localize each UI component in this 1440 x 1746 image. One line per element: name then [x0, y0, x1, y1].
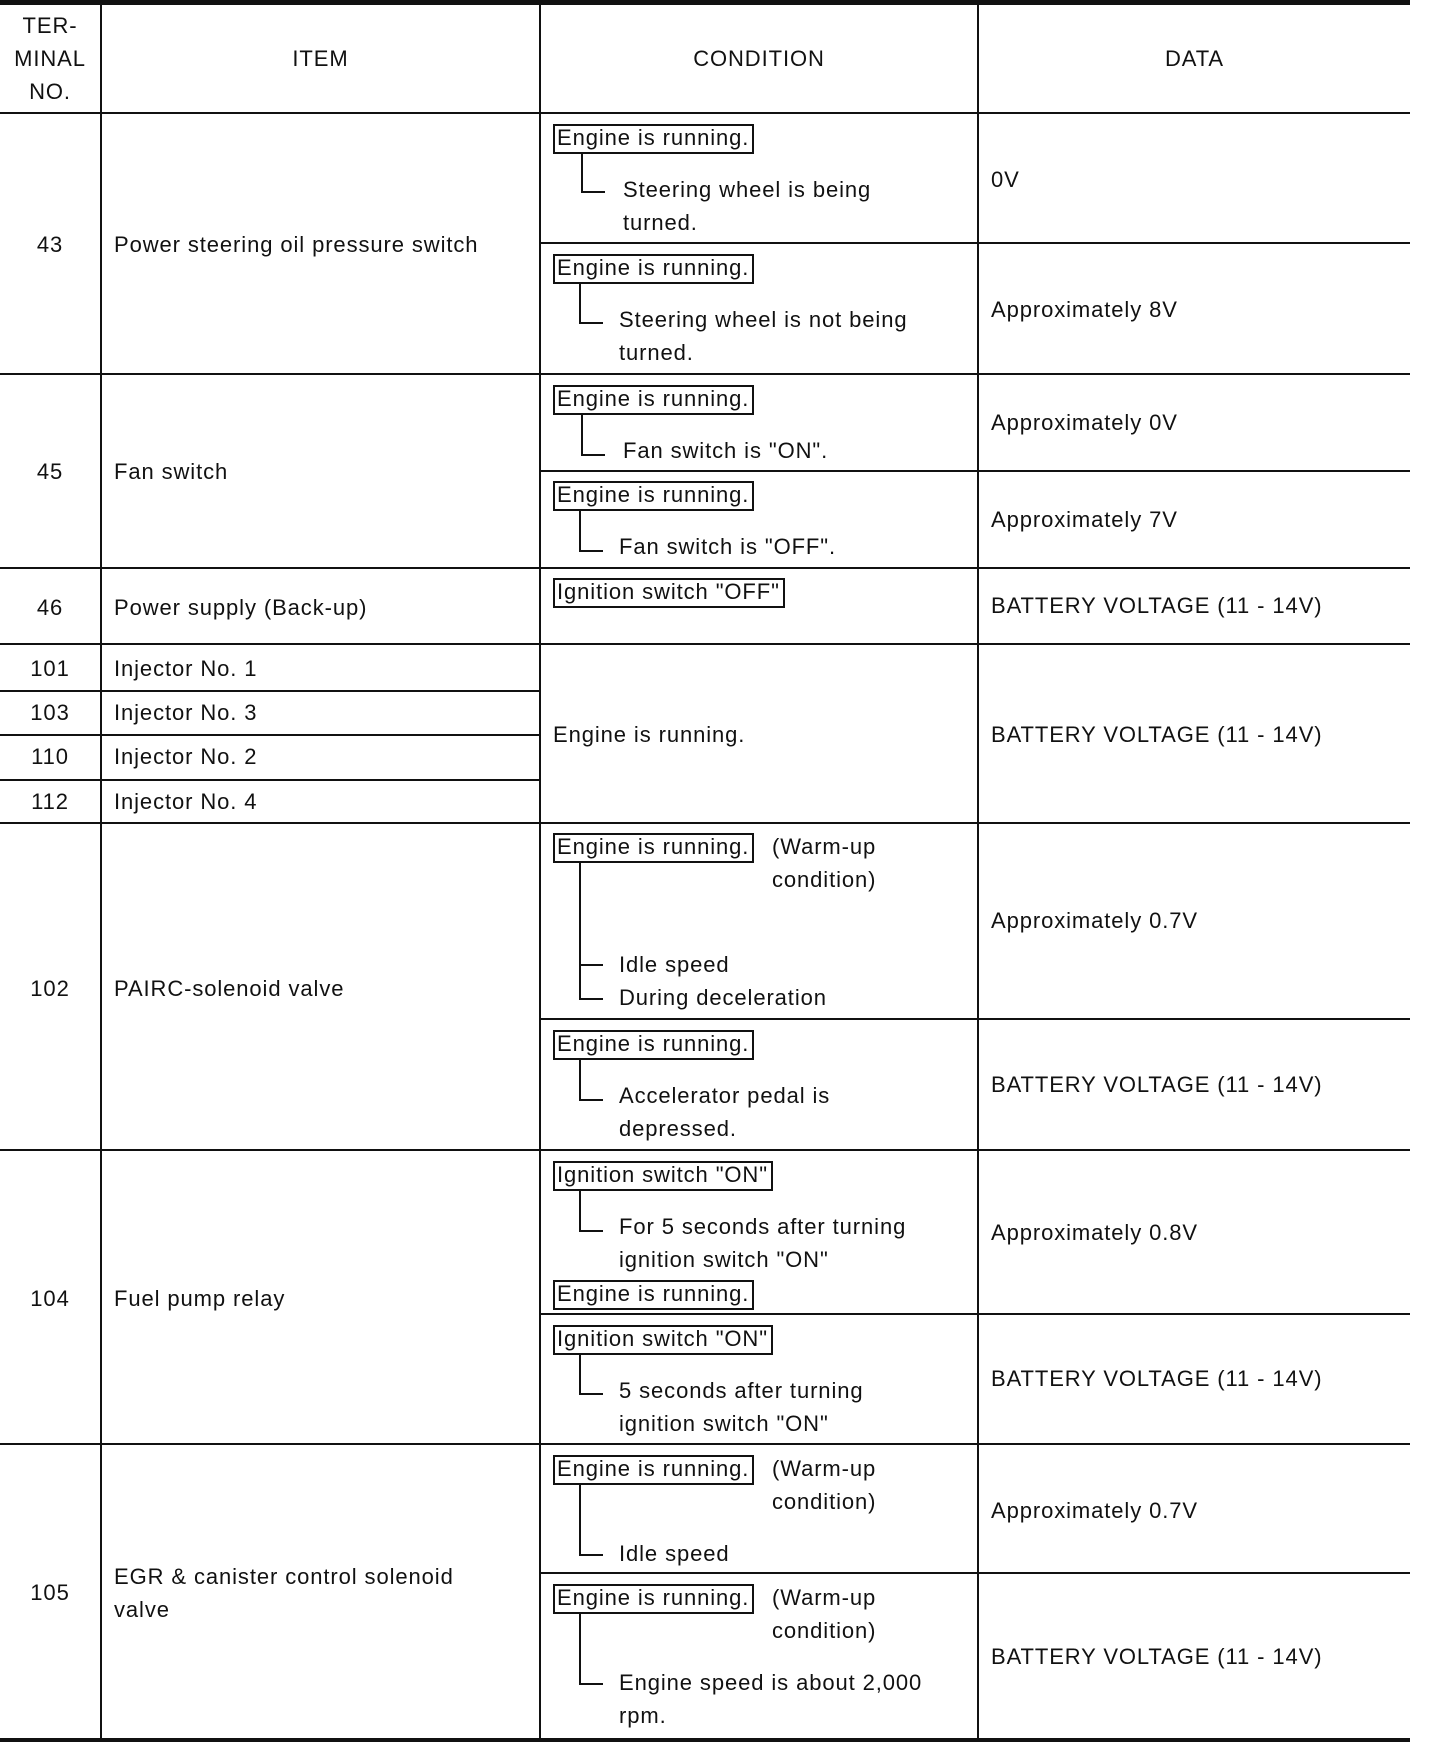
tree-branch — [579, 1230, 603, 1232]
tree-branch — [579, 322, 603, 324]
data-46: BATTERY VOLTAGE (11 - 14V) — [991, 593, 1323, 618]
terminal-103: 103 — [30, 700, 70, 725]
rule-bottom — [0, 1738, 1410, 1742]
condition-box: Engine is running. — [553, 124, 754, 154]
rule-inj-bottom — [0, 822, 1410, 824]
rule-102-mid — [540, 1018, 1410, 1020]
rule-inj-1 — [0, 690, 540, 692]
condition-detail: Engine speed is about 2,000 — [619, 1670, 923, 1695]
header-terminal-line-1: TER- — [22, 13, 78, 38]
condition-detail: Fan switch is "OFF". — [619, 534, 836, 559]
condition-detail: turned. — [623, 210, 698, 235]
data-injectors: BATTERY VOLTAGE (11 - 14V) — [991, 722, 1323, 747]
rule-105-mid — [540, 1572, 1410, 1574]
condition-note: (Warm-up — [772, 834, 877, 859]
condition-detail: ignition switch "ON" — [619, 1247, 829, 1272]
condition-note: (Warm-up — [772, 1456, 877, 1481]
item-injector-1: Injector No. 1 — [114, 656, 258, 681]
rule-col-3 — [977, 0, 979, 1742]
condition-detail: Steering wheel is being — [623, 177, 872, 202]
item-power-steering: Power steering oil pressure switch — [114, 232, 479, 257]
terminal-43: 43 — [36, 232, 64, 257]
tree-branch — [579, 1099, 603, 1101]
tree-branch — [579, 1554, 603, 1556]
data-105-2: BATTERY VOLTAGE (11 - 14V) — [991, 1644, 1323, 1669]
condition-detail: 5 seconds after turning — [619, 1378, 864, 1403]
condition-box: Engine is running. — [553, 385, 754, 415]
condition-box-secondary: Engine is running. — [553, 1280, 754, 1310]
header-terminal-line-3: NO. — [29, 79, 71, 104]
terminal-104: 104 — [30, 1286, 70, 1311]
tree-branch — [579, 1060, 581, 1100]
item-power-supply: Power supply (Back-up) — [114, 595, 368, 620]
rule-inj-2 — [0, 734, 540, 736]
terminal-112: 112 — [31, 789, 69, 814]
condition-injectors: Engine is running. — [553, 722, 746, 747]
terminal-46: 46 — [36, 595, 64, 620]
tree-branch — [579, 511, 581, 551]
item-injector-4: Injector No. 4 — [114, 789, 258, 814]
condition-box: Engine is running. — [553, 1455, 754, 1485]
tree-branch — [581, 154, 583, 192]
rule-45-bottom — [0, 567, 1410, 569]
item-injector-2: Injector No. 2 — [114, 744, 258, 769]
condition-detail: depressed. — [619, 1116, 737, 1141]
rule-104-bottom — [0, 1443, 1410, 1445]
rule-45-mid — [540, 470, 1410, 472]
data-104-1: Approximately 0.8V — [991, 1220, 1198, 1245]
tree-branch — [579, 550, 603, 552]
condition-detail: rpm. — [619, 1703, 667, 1728]
tree-branch — [579, 863, 581, 1000]
terminal-105: 105 — [30, 1580, 70, 1605]
tree-branch — [581, 191, 605, 193]
header-data: DATA — [1164, 46, 1224, 71]
condition-detail: Steering wheel is not being — [619, 307, 908, 332]
condition-box: Engine is running. — [553, 1584, 754, 1614]
tree-branch — [579, 1191, 581, 1231]
item-fan-switch: Fan switch — [114, 459, 229, 484]
condition-detail: turned. — [619, 340, 694, 365]
item-pairc-solenoid: PAIRC-solenoid valve — [114, 976, 345, 1001]
tree-branch — [579, 998, 603, 1000]
condition-detail: Accelerator pedal is — [619, 1083, 831, 1108]
tree-branch — [579, 1393, 603, 1395]
tree-branch — [579, 1614, 581, 1684]
condition-detail: During deceleration — [619, 985, 827, 1010]
rule-top — [0, 0, 1410, 5]
item-fuel-pump-relay: Fuel pump relay — [114, 1286, 286, 1311]
condition-detail: For 5 seconds after turning — [619, 1214, 907, 1239]
rule-col-2 — [539, 0, 541, 1742]
tree-branch — [579, 284, 581, 323]
data-105-1: Approximately 0.7V — [991, 1498, 1198, 1523]
terminal-45: 45 — [36, 459, 64, 484]
data-43-2: Approximately 8V — [991, 297, 1178, 322]
terminal-101: 101 — [30, 656, 70, 681]
tree-branch — [581, 415, 583, 455]
rule-43-mid — [540, 242, 1410, 244]
condition-box: Engine is running. — [553, 254, 754, 284]
condition-box: Ignition switch "ON" — [553, 1161, 773, 1191]
tree-branch — [579, 1355, 581, 1394]
tree-branch — [581, 454, 605, 456]
item-egr-canister-line-1: EGR & canister control solenoid — [114, 1564, 454, 1589]
terminal-110: 110 — [31, 744, 69, 769]
condition-detail: Idle speed — [619, 1541, 730, 1566]
condition-detail: Idle speed — [619, 952, 730, 977]
condition-note: (Warm-up — [772, 1585, 877, 1610]
rule-104-mid — [540, 1313, 1410, 1315]
rule-46-bottom — [0, 643, 1410, 645]
tree-branch — [579, 964, 603, 966]
data-45-2: Approximately 7V — [991, 507, 1178, 532]
data-45-1: Approximately 0V — [991, 410, 1178, 435]
header-item: ITEM — [292, 46, 349, 71]
condition-detail: Fan switch is "ON". — [623, 438, 829, 463]
condition-box: Ignition switch "OFF" — [553, 578, 785, 608]
header-condition: CONDITION — [693, 46, 825, 71]
data-104-2: BATTERY VOLTAGE (11 - 14V) — [991, 1366, 1323, 1391]
condition-box: Engine is running. — [553, 1030, 754, 1060]
item-egr-canister-line-2: valve — [114, 1597, 170, 1622]
terminal-102: 102 — [30, 976, 70, 1001]
condition-box: Engine is running. — [553, 833, 754, 863]
condition-note: condition) — [772, 867, 877, 892]
condition-box: Ignition switch "ON" — [553, 1325, 773, 1355]
rule-header-bottom — [0, 112, 1410, 114]
rule-inj-3 — [0, 779, 540, 781]
condition-detail: ignition switch "ON" — [619, 1411, 829, 1436]
header-terminal-no — [0, 9, 100, 108]
rule-102-bottom — [0, 1149, 1410, 1151]
condition-note: condition) — [772, 1489, 877, 1514]
condition-box: Engine is running. — [553, 481, 754, 511]
tree-branch — [579, 1485, 581, 1555]
condition-note: condition) — [772, 1618, 877, 1643]
tree-branch — [579, 1683, 603, 1685]
data-43-1: 0V — [991, 167, 1020, 192]
rule-43-bottom — [0, 373, 1410, 375]
data-102-2: BATTERY VOLTAGE (11 - 14V) — [991, 1072, 1323, 1097]
rule-col-1 — [100, 0, 102, 1742]
item-injector-3: Injector No. 3 — [114, 700, 258, 725]
header-terminal-line-2: MINAL — [14, 46, 86, 71]
data-102-1: Approximately 0.7V — [991, 908, 1198, 933]
